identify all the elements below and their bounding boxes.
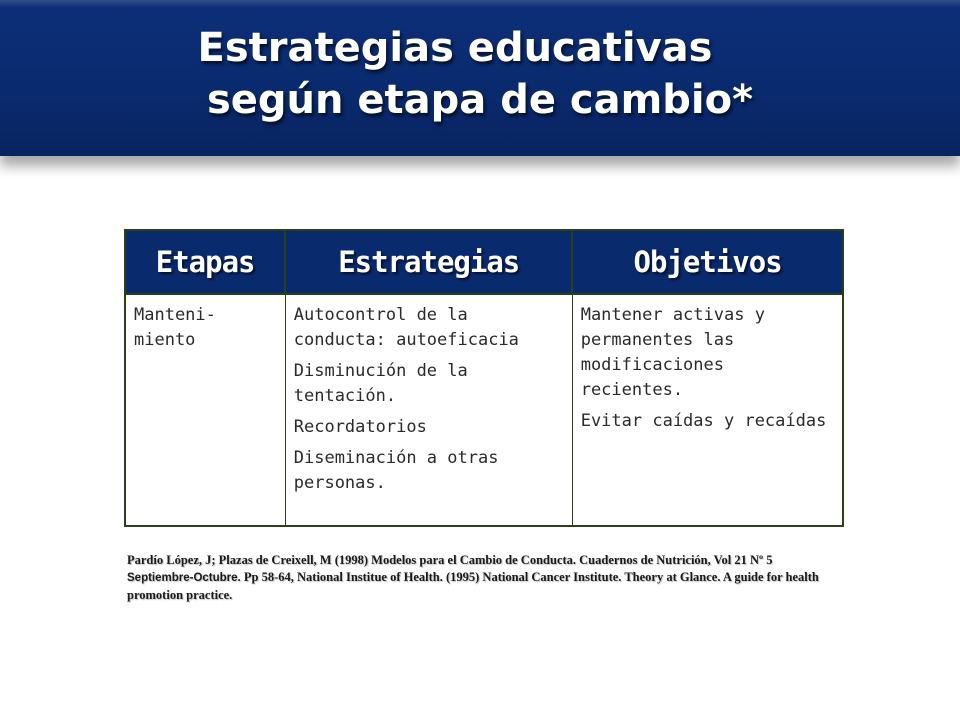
title-banner [0, 0, 960, 156]
estrategia-item: Autocontrol de la conducta: autoeficacia [293, 305, 519, 350]
citation-part-3: Pp 58-64, National Institue of Health. (1995) National Cancer Institute. Theory at Glance. A guide for health promotion practice. [127, 570, 819, 602]
header-objetivos: Objetivos [572, 230, 843, 294]
header-estrategias: Estrategias [285, 230, 572, 294]
slide-title [0, 22, 960, 126]
strategies-table [124, 229, 844, 527]
table-row [125, 294, 843, 526]
estrategias-cell [285, 294, 572, 526]
banner-highlight [0, 0, 960, 8]
estrategia-item: Recordatorios [293, 417, 427, 437]
citation [127, 552, 847, 604]
title-line-2: según etapa de cambio* [206, 77, 754, 123]
etapa-cell [125, 294, 285, 526]
citation-part-2: Septiembre-Octubre. [127, 572, 241, 584]
estrategia-item: Disminución de la tentación. [293, 361, 468, 406]
etapa-line: Manteni- [134, 305, 216, 325]
estrategia-item: Diseminación a otras personas. [293, 448, 499, 493]
etapa-line: miento [134, 330, 196, 350]
title-line-1: Estrategias educativas [197, 25, 713, 71]
header-etapas: Etapas [125, 230, 285, 294]
objetivo-item: Mantener activas y permanentes las modificaciones recientes. [580, 305, 765, 400]
citation-part-1: Pardío López, J; Plazas de Creixell, M (1998) Modelos para el Cambio de Conducta. Cuadernos de Nutrición, Vol 21 Nº 5 [127, 553, 773, 567]
objetivo-item: Evitar caídas y recaídas [580, 411, 827, 431]
objetivos-cell [572, 294, 843, 526]
table-header-row [125, 230, 843, 294]
